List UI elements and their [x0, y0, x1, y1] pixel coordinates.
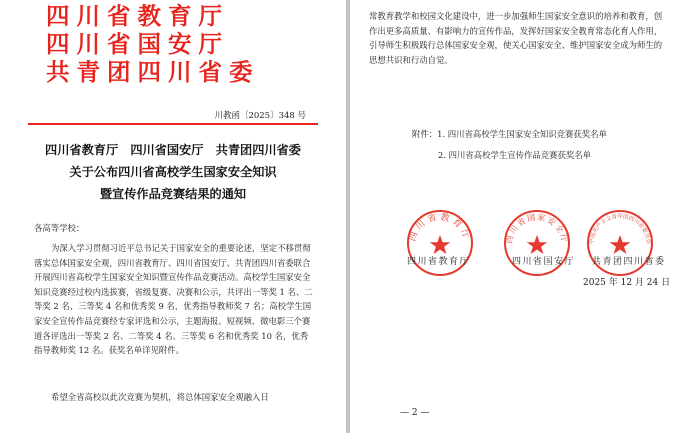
page-number: — 2 —	[400, 408, 430, 418]
attachment-1: 附件：1. 四川省高校学生国家安全知识竞赛获奖名单	[412, 129, 607, 139]
red-divider	[28, 123, 318, 125]
seal-text-1: 四川省教育厅	[407, 212, 473, 243]
title-line-3: 暨宣传作品竞赛结果的通知	[99, 187, 247, 201]
header-line-3: 共青团四川省委	[46, 58, 260, 86]
signer-youth-league: 共青团四川省委	[592, 257, 666, 267]
state-security-seal	[502, 208, 572, 278]
body-paragraph-1: 为深入学习贯彻习近平总书记关于国家安全的重要论述，坚定不移贯彻落实总体国家安全观，四川省教育厅、四川省国安厅、共青团四川省委联合开展四川省高校学生国家安全知识暨宣传作品竞赛活动。高校学生国家安全知识竞赛经过校内选拔赛，省级复赛、决赛和公示，共评出一等奖 1 名、二等奖 2 名、三等奖 4 名和优秀奖 9 名，优秀指导教师奖 7 名；高校学生国家安全宣传作品竞赛经专家评选和公示，主题海报、短视频、微电影三个赛道各评选出一等奖 2 名、二等奖 4 名、三等奖 6 名和优秀奖 10 名，优秀指导教师奖 12 名。获奖名单详见附件。	[34, 243, 313, 356]
seal-text-3: 中国共产主义青年团四川省委员会	[588, 214, 652, 245]
education-department-seal	[405, 208, 475, 278]
signer-education-department: 四川省教育厅	[407, 257, 471, 267]
salutation: 各高等学校：	[34, 223, 85, 233]
body-paragraph-2: 希望全省高校以此次竞赛为契机，将总体国家安全观融入日	[51, 392, 269, 402]
document-number: 川教函〔2025〕348 号	[214, 111, 306, 121]
document-page-1	[0, 0, 346, 433]
header-line-1: 四川省教育厅	[46, 2, 229, 30]
header-line-2: 四川省国安厅	[46, 30, 229, 58]
seal-text-2: 四川省国家安全厅	[504, 212, 570, 245]
youth-league-seal	[585, 208, 655, 278]
issue-date: 2025 年 12 月 24 日	[583, 278, 671, 288]
title-line-2: 关于公布四川省高校学生国家安全知识	[69, 165, 277, 179]
signer-security-department: 四川省国安厅	[512, 257, 576, 267]
body-paragraph-continued: 常教育教学和校园文化建设中，进一步加强师生国家安全意识的培养和教育，创作出更多高质量、有影响力的宣传作品，发挥好国家安全教育常态化育人作用，引导师生积极践行总体国家安全观，使关心国家安全、维护国家安全成为师生的思想共识和行动自觉。	[369, 11, 663, 65]
document-page-2	[350, 0, 700, 433]
attachment-2: 2. 四川省高校学生宣传作品竞赛获奖名单	[438, 150, 592, 160]
title-line-1: 四川省教育厅 四川省国安厅 共青团四川省委	[45, 143, 301, 157]
